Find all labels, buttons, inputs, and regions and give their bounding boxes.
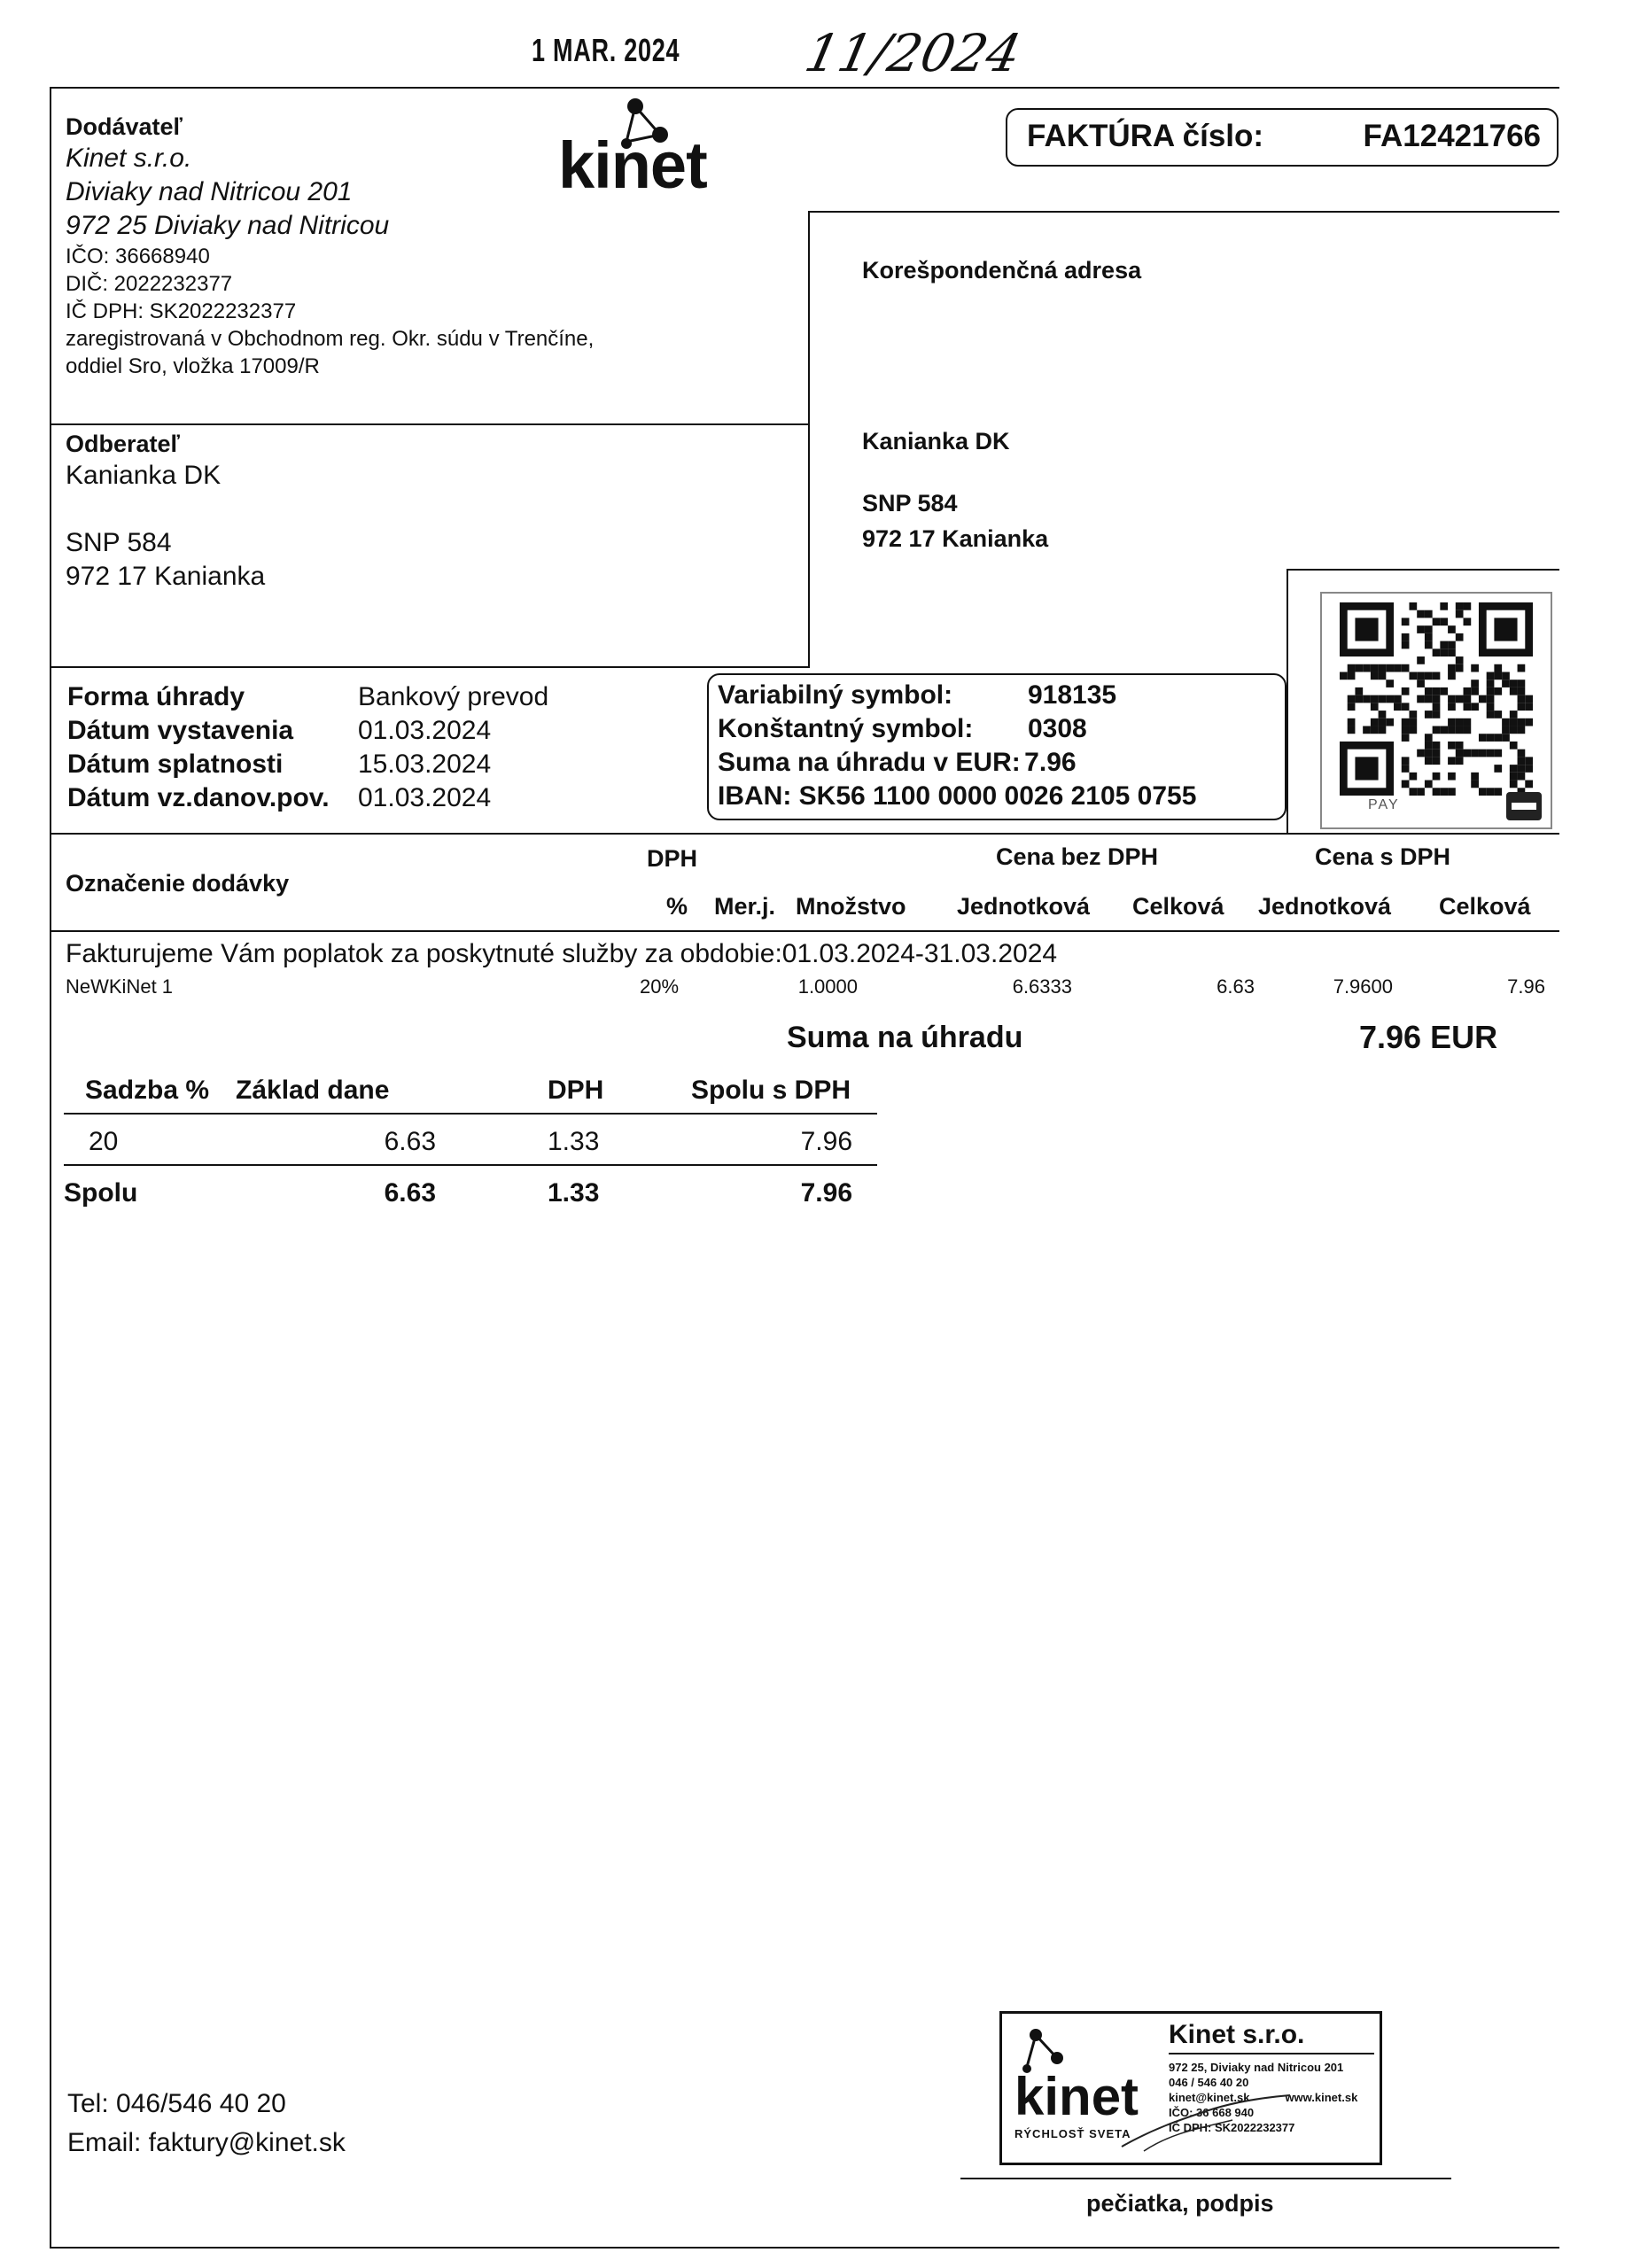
stamp-address: 972 25, Diviaky nad Nitricou 201	[1169, 2061, 1344, 2074]
payment-row	[67, 748, 564, 781]
qr-top-line	[1287, 569, 1559, 571]
frame-bottom	[50, 2247, 1559, 2249]
stamp-web: www.kinet.sk	[1285, 2091, 1358, 2104]
sum-row	[718, 746, 1196, 780]
stamp-phone: 046 / 546 40 20	[1169, 2076, 1249, 2089]
supplier-registration-1: zaregistrovaná v Obchodnom reg. Okr. súdu v Trenčíne,	[66, 327, 595, 351]
frame-top	[50, 87, 1559, 89]
constant-symbol-value: 0308	[1028, 714, 1087, 743]
items-top-line	[50, 833, 1559, 835]
col-unit-price-vat: Jednotková	[1258, 893, 1392, 920]
supplier-registration-2: oddiel Sro, vložka 17009/R	[66, 354, 320, 378]
sum-due-value: 7.96 EUR	[1359, 1019, 1498, 1055]
customer-block	[66, 429, 265, 594]
vat-summary	[64, 1070, 877, 1216]
stamp-email: kinet@kinet.sk	[1169, 2091, 1250, 2104]
supplier-bottom-line	[50, 423, 810, 425]
payment-label: Dátum splatnosti	[67, 750, 284, 779]
footer-tel: Tel: 046/546 40 20	[67, 2089, 286, 2118]
customer-street: SNP 584	[66, 528, 172, 557]
received-date-stamp: 1 MAR. 2024	[532, 32, 680, 68]
vat-row	[64, 1115, 877, 1164]
variable-symbol-value: 918135	[1028, 680, 1117, 710]
correspondence-heading: Korešpondenčná adresa	[862, 257, 1142, 284]
customer-name: Kanianka DK	[66, 461, 222, 490]
supplier-dic: DIČ: 2022232377	[66, 272, 233, 296]
payment-value: 15.03.2024	[358, 750, 492, 779]
constant-symbol-row	[718, 712, 1196, 746]
footer-email: Email: faktury@kinet.sk	[67, 2128, 346, 2157]
variable-symbol-label: Variabilný symbol:	[718, 680, 953, 710]
correspondence-city: 972 17 Kanianka	[862, 525, 1049, 552]
customer-bottom-line	[50, 666, 810, 668]
stamp-ico: IČO: 36 668 940	[1169, 2106, 1255, 2119]
payment-label: Dátum vz.danov.pov.	[67, 783, 330, 812]
symbols-content	[718, 679, 1196, 813]
col-percent: %	[666, 893, 688, 920]
item-total: 6.63	[1217, 975, 1255, 998]
payment-symbols-box	[707, 673, 1287, 820]
item-total-vat: 7.96	[1507, 975, 1545, 998]
stamp-logo-text: kinet	[1014, 2067, 1139, 2126]
stamp-company-name: Kinet s.r.o.	[1169, 2020, 1305, 2049]
signature-line	[960, 2178, 1451, 2179]
supplier-ico: IČO: 36668940	[66, 245, 210, 268]
signature-icon	[1117, 2093, 1294, 2155]
vat-header: DPH	[548, 1076, 604, 1105]
correspondence-left-line	[808, 211, 810, 668]
col-total: Celková	[1132, 893, 1224, 920]
item-unit-price-vat: 7.9600	[1333, 975, 1393, 998]
col-dph: DPH	[647, 845, 698, 872]
vat-total-amount: 1.33	[548, 1178, 600, 1208]
vat-total-base: 6.63	[384, 1178, 436, 1208]
payment-row	[67, 714, 564, 748]
card-icon	[1506, 792, 1542, 820]
supplier-heading: Dodávateľ	[66, 113, 183, 140]
customer-city: 972 17 Kanianka	[66, 562, 266, 591]
iban: IBAN: SK56 1100 0000 0026 2105 0755	[718, 781, 1197, 811]
vat-total: 7.96	[800, 1127, 852, 1156]
sum-due-label: Suma na úhradu	[787, 1021, 1023, 1054]
col-unit: Mer.j.	[714, 893, 776, 920]
payment-value: Bankový prevod	[358, 682, 549, 711]
kinet-logo	[558, 97, 744, 204]
customer-heading: Odberateľ	[66, 431, 180, 457]
stamp-slogan: RÝCHLOSŤ SVETA	[1014, 2127, 1131, 2140]
col-unit-price: Jednotková	[957, 893, 1091, 920]
supplier-street: Diviaky nad Nitricou 201	[66, 177, 353, 206]
vat-header: Sadzba %	[85, 1076, 210, 1105]
col-qty: Množstvo	[796, 893, 906, 920]
qr-frame	[1320, 592, 1552, 829]
signature-label: pečiatka, podpis	[1086, 2190, 1274, 2217]
correspondence-address	[862, 423, 1048, 556]
vat-total-row	[64, 1166, 877, 1216]
payment-value: 01.03.2024	[358, 783, 492, 812]
pay-by-square-text: PAY	[1368, 797, 1400, 812]
item-unit-price: 6.6333	[1012, 975, 1072, 998]
vat-rate: 20	[89, 1127, 119, 1156]
qr-code-icon	[1340, 602, 1533, 796]
correspondence-top-line	[808, 211, 1559, 213]
frame-left	[50, 87, 51, 2249]
supplier-block	[66, 112, 594, 380]
stamp-name-line	[1169, 2053, 1374, 2054]
vat-base: 6.63	[384, 1127, 436, 1156]
supplier-ic-dph: IČ DPH: SK2022232377	[66, 299, 297, 323]
item-qty: 1.0000	[797, 975, 858, 998]
col-delivery: Označenie dodávky	[66, 870, 290, 897]
vat-total-sum: 7.96	[800, 1178, 852, 1208]
vat-header: Spolu s DPH	[691, 1076, 851, 1105]
correspondence-name: Kanianka DK	[862, 428, 1010, 454]
item-name: NeWKiNet 1	[66, 975, 174, 998]
supplier-city: 972 25 Diviaky nad Nitricou	[66, 211, 390, 240]
items-description: Fakturujeme Vám poplatok za poskytnuté služby za obdobie:01.03.2024-31.03.2024	[66, 939, 1058, 968]
qr-left-line	[1287, 569, 1288, 835]
sum-label: Suma na úhradu v EUR:	[718, 748, 1021, 777]
col-price-with: Cena s DPH	[1315, 843, 1451, 870]
payment-row	[67, 680, 564, 714]
invoice-label: FAKTÚRA číslo:	[1027, 119, 1264, 153]
payment-info	[67, 680, 564, 815]
vat-header-row	[64, 1070, 877, 1113]
vat-total-label: Spolu	[64, 1178, 138, 1208]
items-header-bottom-line	[50, 930, 1559, 932]
supplier-name: Kinet s.r.o.	[66, 144, 192, 173]
col-price-without: Cena bez DPH	[996, 843, 1159, 870]
handwritten-note: 11/2024	[799, 23, 1027, 83]
sum-value: 7.96	[1024, 748, 1077, 777]
constant-symbol-label: Konštantný symbol:	[718, 714, 974, 743]
item-vat: 20%	[640, 975, 680, 998]
company-stamp	[999, 2011, 1382, 2165]
payment-value: 01.03.2024	[358, 716, 492, 745]
payment-label: Forma úhrady	[67, 682, 245, 711]
logo-text: kinet	[558, 128, 707, 202]
stamp-ic-dph: IČ DPH: SK2022232377	[1169, 2121, 1295, 2134]
vat-header: Základ dane	[236, 1076, 390, 1105]
payment-label: Dátum vystavenia	[67, 716, 294, 745]
variable-symbol-row	[718, 679, 1196, 712]
payment-row	[67, 781, 564, 815]
invoice-number: FA12421766	[1363, 119, 1541, 153]
correspondence-street: SNP 584	[862, 490, 958, 517]
vat-amount: 1.33	[548, 1127, 600, 1156]
col-total-vat: Celková	[1439, 893, 1531, 920]
invoice-number-box	[1006, 108, 1559, 167]
